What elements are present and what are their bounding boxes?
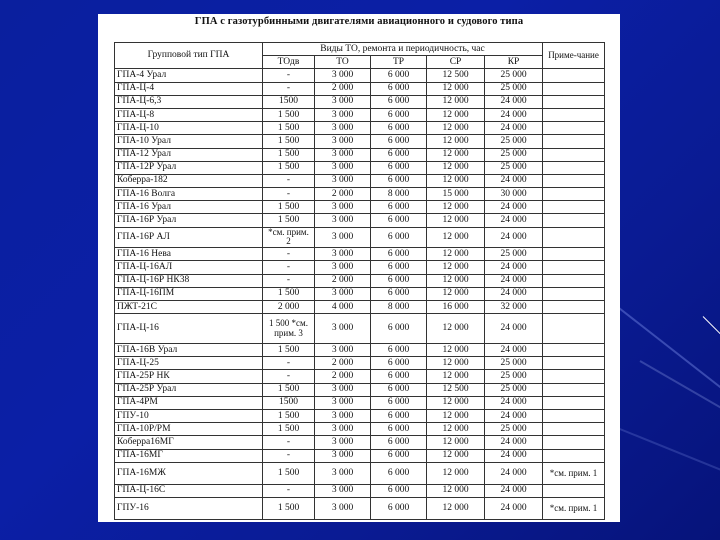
table-row bbox=[115, 484, 605, 497]
cell-name: ГПА-16Р АЛ bbox=[115, 227, 263, 248]
cell-note bbox=[543, 396, 605, 409]
cell-tr: 6 000 bbox=[371, 227, 427, 248]
cell-kr: 24 000 bbox=[485, 409, 543, 422]
cell-tr: 6 000 bbox=[371, 383, 427, 396]
cell-name: ГПА-Ц-6,3 bbox=[115, 95, 263, 108]
cell-note bbox=[543, 261, 605, 274]
cell-kr: 25 000 bbox=[485, 423, 543, 436]
cell-note bbox=[543, 214, 605, 227]
cell-tr: 6 000 bbox=[371, 214, 427, 227]
cell-todv: - bbox=[263, 261, 315, 274]
cell-name: ГПА-16 Волга bbox=[115, 188, 263, 201]
cell-to: 3 000 bbox=[315, 122, 371, 135]
cell-tr: 6 000 bbox=[371, 497, 427, 519]
cell-name: ГПА-12Р Урал bbox=[115, 161, 263, 174]
cell-note bbox=[543, 201, 605, 214]
cell-sr: 12 000 bbox=[427, 174, 485, 187]
table-row bbox=[115, 287, 605, 300]
cell-kr: 24 000 bbox=[485, 436, 543, 449]
cell-todv: 1 500 bbox=[263, 214, 315, 227]
cell-name: ГПА-16МГ bbox=[115, 449, 263, 462]
table-row bbox=[115, 396, 605, 409]
cell-to: 2 000 bbox=[315, 370, 371, 383]
cell-tr: 6 000 bbox=[371, 396, 427, 409]
cell-todv: - bbox=[263, 188, 315, 201]
cell-sr: 12 000 bbox=[427, 449, 485, 462]
cell-tr: 6 000 bbox=[371, 314, 427, 344]
cell-kr: 25 000 bbox=[485, 135, 543, 148]
cell-sr: 12 000 bbox=[427, 287, 485, 300]
background-streak bbox=[703, 316, 720, 337]
cell-note bbox=[543, 300, 605, 313]
cell-kr: 24 000 bbox=[485, 396, 543, 409]
background-streak bbox=[640, 360, 720, 432]
cell-todv: - bbox=[263, 357, 315, 370]
cell-name: ГПУ-10 bbox=[115, 409, 263, 422]
cell-note bbox=[543, 287, 605, 300]
cell-note bbox=[543, 344, 605, 357]
cell-kr: 24 000 bbox=[485, 201, 543, 214]
cell-kr: 25 000 bbox=[485, 148, 543, 161]
table-row bbox=[115, 344, 605, 357]
cell-note bbox=[543, 484, 605, 497]
cell-to: 3 000 bbox=[315, 287, 371, 300]
cell-todv: 1 500 bbox=[263, 135, 315, 148]
table-row bbox=[115, 227, 605, 248]
cell-kr: 25 000 bbox=[485, 69, 543, 82]
table-row bbox=[115, 95, 605, 108]
cell-sr: 12 000 bbox=[427, 95, 485, 108]
cell-name: ГПА-Ц-16С bbox=[115, 484, 263, 497]
cell-tr: 6 000 bbox=[371, 108, 427, 121]
cell-todv: - bbox=[263, 370, 315, 383]
maintenance-table bbox=[114, 42, 605, 520]
cell-name: ГПА-Ц-16 bbox=[115, 314, 263, 344]
cell-note bbox=[543, 108, 605, 121]
table-row bbox=[115, 174, 605, 187]
header-group-type: Групповой тип ГПА bbox=[115, 43, 263, 69]
cell-sr: 12 000 bbox=[427, 214, 485, 227]
cell-todv: - bbox=[263, 449, 315, 462]
cell-to: 3 000 bbox=[315, 497, 371, 519]
cell-to: 3 000 bbox=[315, 148, 371, 161]
cell-note bbox=[543, 174, 605, 187]
table-row bbox=[115, 449, 605, 462]
cell-tr: 6 000 bbox=[371, 201, 427, 214]
cell-note bbox=[543, 248, 605, 261]
cell-note bbox=[543, 383, 605, 396]
cell-name: ГПА-16МЖ bbox=[115, 462, 263, 484]
cell-sr: 12 000 bbox=[427, 274, 485, 287]
cell-kr: 25 000 bbox=[485, 161, 543, 174]
cell-kr: 24 000 bbox=[485, 227, 543, 248]
cell-to: 3 000 bbox=[315, 135, 371, 148]
cell-sr: 12 000 bbox=[427, 227, 485, 248]
cell-to: 3 000 bbox=[315, 396, 371, 409]
cell-note bbox=[543, 370, 605, 383]
cell-sr: 12 000 bbox=[427, 148, 485, 161]
cell-note bbox=[543, 357, 605, 370]
cell-kr: 32 000 bbox=[485, 300, 543, 313]
table-row bbox=[115, 497, 605, 519]
cell-todv: 1 500 bbox=[263, 122, 315, 135]
cell-todv: 1 500 bbox=[263, 287, 315, 300]
cell-kr: 24 000 bbox=[485, 484, 543, 497]
cell-name: ГПА-16В Урал bbox=[115, 344, 263, 357]
cell-tr: 6 000 bbox=[371, 274, 427, 287]
cell-name: ГПА-Ц-16Р НК38 bbox=[115, 274, 263, 287]
cell-name: ГПА-25Р НК bbox=[115, 370, 263, 383]
cell-todv: - bbox=[263, 436, 315, 449]
cell-to: 3 000 bbox=[315, 409, 371, 422]
cell-tr: 8 000 bbox=[371, 300, 427, 313]
cell-todv: 1 500 *см. прим. 3 bbox=[263, 314, 315, 344]
cell-todv: 1 500 bbox=[263, 148, 315, 161]
cell-todv: - bbox=[263, 248, 315, 261]
table-row bbox=[115, 314, 605, 344]
cell-tr: 6 000 bbox=[371, 69, 427, 82]
cell-note: *см. прим. 1 bbox=[543, 462, 605, 484]
cell-name: ГПА-16Р Урал bbox=[115, 214, 263, 227]
cell-sr: 12 000 bbox=[427, 314, 485, 344]
cell-to: 3 000 bbox=[315, 174, 371, 187]
table-row bbox=[115, 161, 605, 174]
cell-tr: 6 000 bbox=[371, 370, 427, 383]
cell-to: 3 000 bbox=[315, 383, 371, 396]
cell-kr: 24 000 bbox=[485, 462, 543, 484]
table-row bbox=[115, 300, 605, 313]
cell-sr: 12 000 bbox=[427, 409, 485, 422]
cell-kr: 24 000 bbox=[485, 108, 543, 121]
table-row bbox=[115, 122, 605, 135]
cell-tr: 6 000 bbox=[371, 148, 427, 161]
cell-name: ГПА-16 Урал bbox=[115, 201, 263, 214]
cell-name: ГПА-12 Урал bbox=[115, 148, 263, 161]
cell-tr: 6 000 bbox=[371, 248, 427, 261]
cell-to: 3 000 bbox=[315, 108, 371, 121]
table-row bbox=[115, 261, 605, 274]
cell-note bbox=[543, 82, 605, 95]
cell-sr: 12 000 bbox=[427, 108, 485, 121]
cell-to: 3 000 bbox=[315, 484, 371, 497]
cell-todv: - bbox=[263, 174, 315, 187]
cell-todv: 1 500 bbox=[263, 409, 315, 422]
cell-todv: - bbox=[263, 484, 315, 497]
cell-to: 3 000 bbox=[315, 201, 371, 214]
cell-name: ГПА-4РМ bbox=[115, 396, 263, 409]
table-body bbox=[115, 69, 605, 520]
cell-sr: 12 000 bbox=[427, 436, 485, 449]
cell-kr: 24 000 bbox=[485, 214, 543, 227]
cell-name: ГПА-25Р Урал bbox=[115, 383, 263, 396]
cell-tr: 6 000 bbox=[371, 409, 427, 422]
slide-content bbox=[98, 14, 620, 522]
cell-kr: 24 000 bbox=[485, 261, 543, 274]
cell-name: ГПА-10Р/РМ bbox=[115, 423, 263, 436]
cell-kr: 24 000 bbox=[485, 449, 543, 462]
table-row bbox=[115, 148, 605, 161]
cell-todv: 1 500 bbox=[263, 462, 315, 484]
cell-note bbox=[543, 135, 605, 148]
cell-sr: 12 000 bbox=[427, 122, 485, 135]
cell-todv: 1500 bbox=[263, 396, 315, 409]
cell-name: Коберра-182 bbox=[115, 174, 263, 187]
cell-sr: 16 000 bbox=[427, 300, 485, 313]
cell-to: 3 000 bbox=[315, 227, 371, 248]
cell-note bbox=[543, 274, 605, 287]
cell-sr: 12 000 bbox=[427, 135, 485, 148]
cell-sr: 15 000 bbox=[427, 188, 485, 201]
header-note: Приме-чание bbox=[543, 43, 605, 69]
cell-sr: 12 000 bbox=[427, 484, 485, 497]
cell-note bbox=[543, 227, 605, 248]
cell-note bbox=[543, 423, 605, 436]
cell-tr: 8 000 bbox=[371, 188, 427, 201]
cell-note: *см. прим. 1 bbox=[543, 497, 605, 519]
cell-to: 3 000 bbox=[315, 214, 371, 227]
table-row bbox=[115, 69, 605, 82]
cell-name: ГПА-Ц-8 bbox=[115, 108, 263, 121]
cell-todv: *см. прим. 2 bbox=[263, 227, 315, 248]
table-row bbox=[115, 201, 605, 214]
cell-kr: 25 000 bbox=[485, 383, 543, 396]
cell-note bbox=[543, 314, 605, 344]
cell-note bbox=[543, 148, 605, 161]
cell-to: 3 000 bbox=[315, 161, 371, 174]
cell-name: ГПА-Ц-16ПМ bbox=[115, 287, 263, 300]
cell-kr: 24 000 bbox=[485, 122, 543, 135]
cell-sr: 12 000 bbox=[427, 248, 485, 261]
table-row bbox=[115, 423, 605, 436]
subheader-todv: ТОдв bbox=[263, 56, 315, 69]
cell-todv: 2 000 bbox=[263, 300, 315, 313]
cell-to: 3 000 bbox=[315, 462, 371, 484]
cell-tr: 6 000 bbox=[371, 95, 427, 108]
cell-name: ГПА-10 Урал bbox=[115, 135, 263, 148]
cell-todv: 1500 bbox=[263, 95, 315, 108]
cell-to: 3 000 bbox=[315, 436, 371, 449]
cell-tr: 6 000 bbox=[371, 344, 427, 357]
cell-kr: 25 000 bbox=[485, 370, 543, 383]
cell-name: ГПА-Ц-4 bbox=[115, 82, 263, 95]
cell-tr: 6 000 bbox=[371, 122, 427, 135]
cell-sr: 12 000 bbox=[427, 423, 485, 436]
cell-sr: 12 000 bbox=[427, 161, 485, 174]
table-row bbox=[115, 82, 605, 95]
table-row bbox=[115, 135, 605, 148]
cell-todv: 1 500 bbox=[263, 497, 315, 519]
cell-sr: 12 000 bbox=[427, 82, 485, 95]
cell-name: ГПА-4 Урал bbox=[115, 69, 263, 82]
table-row bbox=[115, 436, 605, 449]
cell-to: 2 000 bbox=[315, 188, 371, 201]
table-row bbox=[115, 357, 605, 370]
table-row bbox=[115, 108, 605, 121]
subheader-sr: СР bbox=[427, 56, 485, 69]
cell-sr: 12 000 bbox=[427, 201, 485, 214]
cell-name: ПЖТ-21С bbox=[115, 300, 263, 313]
table-row bbox=[115, 248, 605, 261]
cell-to: 3 000 bbox=[315, 344, 371, 357]
cell-note bbox=[543, 161, 605, 174]
cell-todv: 1 500 bbox=[263, 161, 315, 174]
subheader-tr: ТР bbox=[371, 56, 427, 69]
cell-tr: 6 000 bbox=[371, 161, 427, 174]
cell-sr: 12 000 bbox=[427, 357, 485, 370]
cell-sr: 12 000 bbox=[427, 344, 485, 357]
cell-to: 3 000 bbox=[315, 449, 371, 462]
cell-kr: 25 000 bbox=[485, 82, 543, 95]
cell-tr: 6 000 bbox=[371, 174, 427, 187]
cell-kr: 25 000 bbox=[485, 357, 543, 370]
cell-to: 3 000 bbox=[315, 248, 371, 261]
cell-sr: 12 000 bbox=[427, 370, 485, 383]
table-row bbox=[115, 214, 605, 227]
cell-name: ГПА-Ц-16АЛ bbox=[115, 261, 263, 274]
cell-kr: 24 000 bbox=[485, 174, 543, 187]
cell-to: 3 000 bbox=[315, 95, 371, 108]
cell-note bbox=[543, 188, 605, 201]
cell-to: 2 000 bbox=[315, 357, 371, 370]
cell-name: ГПА-Ц-25 bbox=[115, 357, 263, 370]
subheader-kr: КР bbox=[485, 56, 543, 69]
cell-tr: 6 000 bbox=[371, 423, 427, 436]
cell-to: 3 000 bbox=[315, 69, 371, 82]
table-row bbox=[115, 274, 605, 287]
cell-tr: 6 000 bbox=[371, 287, 427, 300]
cell-tr: 6 000 bbox=[371, 261, 427, 274]
cell-to: 2 000 bbox=[315, 274, 371, 287]
cell-todv: 1 500 bbox=[263, 423, 315, 436]
cell-todv: - bbox=[263, 82, 315, 95]
table-row bbox=[115, 409, 605, 422]
table-row bbox=[115, 383, 605, 396]
cell-to: 3 000 bbox=[315, 423, 371, 436]
cell-to: 4 000 bbox=[315, 300, 371, 313]
cell-tr: 6 000 bbox=[371, 135, 427, 148]
cell-note bbox=[543, 95, 605, 108]
cell-tr: 6 000 bbox=[371, 436, 427, 449]
header-maintenance-types: Виды ТО, ремонта и периодичность, час bbox=[263, 43, 543, 56]
cell-kr: 24 000 bbox=[485, 287, 543, 300]
cell-to: 3 000 bbox=[315, 261, 371, 274]
table-row bbox=[115, 188, 605, 201]
cell-name: ГПУ-16 bbox=[115, 497, 263, 519]
cell-kr: 30 000 bbox=[485, 188, 543, 201]
cell-tr: 6 000 bbox=[371, 484, 427, 497]
cell-name: Коберра16МГ bbox=[115, 436, 263, 449]
cell-sr: 12 000 bbox=[427, 396, 485, 409]
cell-sr: 12 000 bbox=[427, 261, 485, 274]
cell-todv: 1 500 bbox=[263, 108, 315, 121]
cell-note bbox=[543, 449, 605, 462]
cell-kr: 24 000 bbox=[485, 497, 543, 519]
cell-kr: 24 000 bbox=[485, 314, 543, 344]
subheader-to: ТО bbox=[315, 56, 371, 69]
cell-kr: 25 000 bbox=[485, 248, 543, 261]
cell-todv: 1 500 bbox=[263, 201, 315, 214]
cell-note bbox=[543, 69, 605, 82]
cell-to: 3 000 bbox=[315, 314, 371, 344]
table-row bbox=[115, 370, 605, 383]
cell-tr: 6 000 bbox=[371, 449, 427, 462]
cell-sr: 12 000 bbox=[427, 497, 485, 519]
slide-title: ГПА с газотурбинными двигателями авиационного и судового типа bbox=[194, 16, 524, 27]
cell-name: ГПА-16 Нева bbox=[115, 248, 263, 261]
cell-kr: 24 000 bbox=[485, 274, 543, 287]
cell-sr: 12 500 bbox=[427, 383, 485, 396]
cell-todv: 1 500 bbox=[263, 344, 315, 357]
cell-sr: 12 000 bbox=[427, 462, 485, 484]
cell-todv: 1 500 bbox=[263, 383, 315, 396]
cell-note bbox=[543, 436, 605, 449]
table-row bbox=[115, 462, 605, 484]
cell-note bbox=[543, 409, 605, 422]
cell-tr: 6 000 bbox=[371, 462, 427, 484]
cell-kr: 24 000 bbox=[485, 95, 543, 108]
cell-tr: 6 000 bbox=[371, 357, 427, 370]
cell-name: ГПА-Ц-10 bbox=[115, 122, 263, 135]
cell-kr: 24 000 bbox=[485, 344, 543, 357]
cell-tr: 6 000 bbox=[371, 82, 427, 95]
cell-todv: - bbox=[263, 274, 315, 287]
cell-to: 2 000 bbox=[315, 82, 371, 95]
cell-note bbox=[543, 122, 605, 135]
cell-todv: - bbox=[263, 69, 315, 82]
cell-sr: 12 500 bbox=[427, 69, 485, 82]
